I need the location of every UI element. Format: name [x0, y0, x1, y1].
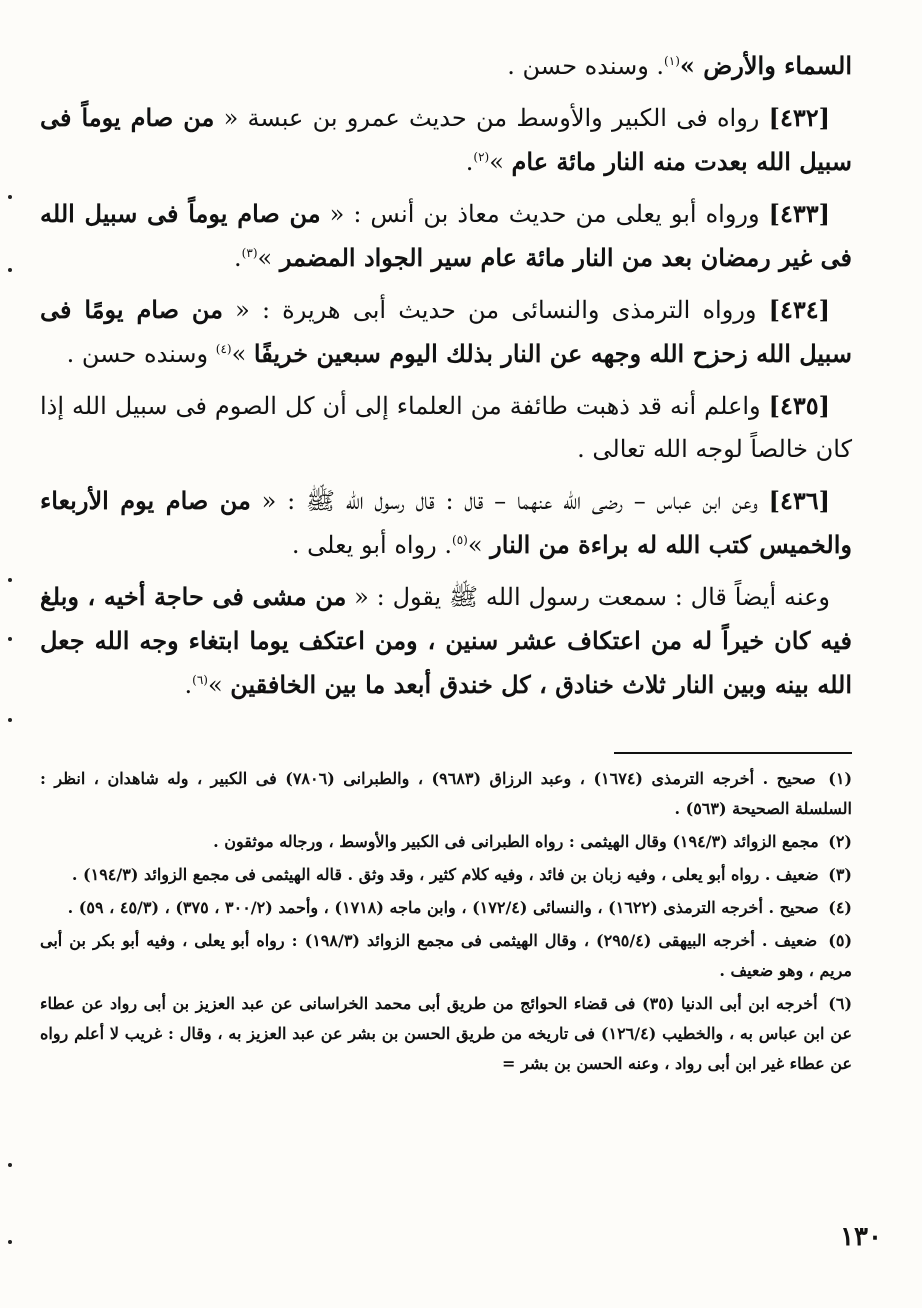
footnote-number: (٥): [828, 931, 853, 950]
footnote-6: [40, 989, 852, 1079]
bold-text: [٤٣٤]: [768, 295, 831, 324]
margin-speck: [8, 268, 12, 272]
text-run: »: [231, 340, 254, 368]
bold-text: السماء والأرض »: [679, 51, 852, 80]
bold-text: [٤٣٦]: [768, 486, 831, 515]
footnote-ref: (٣): [241, 246, 258, 260]
margin-speck: [8, 637, 12, 641]
text-run: وسنده حسن .: [66, 340, 216, 368]
footnote-number: (٤): [828, 898, 852, 917]
footnote-number: (٣): [828, 865, 852, 884]
margin-speck: [8, 718, 12, 722]
footnote-text: ضعيف . أخرجه البيهقى (٢٩٥/٤) ، وقال الهيثمى فى مجمع الزوائد (١٩٨/٣) : رواه أبو يعلى ، وفيه أبو بكر بن أبى مريم ، وهو ضعيف .: [40, 931, 852, 980]
text-run: رواه فى الكبير والأوسط من حديث عمرو بن عبسة «: [214, 104, 769, 132]
margin-speck: [8, 1163, 12, 1167]
footnote-3: [40, 860, 852, 890]
footnote-1: [40, 764, 852, 824]
footnote-number: (١): [828, 769, 853, 788]
footnote-separator: [614, 752, 852, 754]
text-run: . وسنده حسن .: [507, 52, 665, 80]
text-run: واعلم أنه قد ذهبت طائفة من العلماء إلى أن كل الصوم فى سبيل الله إذا كان خالصاً لوجه الله تعالى .: [40, 392, 852, 463]
bold-text: [٤٣٢]: [768, 103, 831, 132]
page-number: ١٣٠: [840, 1222, 882, 1252]
footnote-text: أخرجه ابن أبى الدنيا (٣٥) فى قضاء الحوائج من طريق أبى محمد الخراسانى عن عبد العزيز بن أبى رواد عن عطاء عن ابن عباس به ، والخطيب (١٢٦/٤) فى تاريخه من طريق الحسن بن بشر عن عبد العزيز به ، وقال : غريب لا أعلم رواه عن عطاء غير ابن أبى رواد ، وعنه الحسن بن بشر =: [40, 994, 852, 1073]
text-run: .: [184, 671, 193, 699]
footnote-ref: (٦): [192, 673, 208, 687]
bold-text: من صام يوماً فى سبيل الله فى غير رمضان بعد من النار مائة عام سير الجواد المضمر: [40, 199, 852, 272]
text-run: »: [257, 244, 280, 272]
footnotes: [40, 764, 852, 1082]
margin-speck: [8, 578, 12, 582]
paragraph-p432: [40, 96, 852, 184]
footnote-ref: (٢): [473, 150, 490, 164]
paragraph-p435: [40, 384, 852, 471]
footnote-ref: (٤): [215, 342, 232, 356]
footnote-5: [40, 926, 852, 986]
footnote-text: مجمع الزوائد (١٩٤/٣) وقال الهيثمى : رواه الطبرانى فى الكبير والأوسط ، ورجاله موثقون .: [213, 832, 819, 851]
margin-speck: [8, 1240, 12, 1244]
paragraph-p0: [40, 44, 852, 88]
text-run: »: [467, 531, 491, 559]
text-run: ورواه أبو يعلى من حديث معاذ بن أنس : «: [320, 200, 769, 228]
paragraph-p437: [40, 575, 852, 707]
footnote-text: صحيح . أخرجه الترمذى (١٦٢٢) ، والنسائى (١٧٢/٤) ، وابن ماجه (١٧١٨) ، وأحمد (٣٠٠/٢ ، ٣٧٥) ، (٤٥/٣ ، ٥٩) .: [67, 898, 819, 917]
footnote-number: (٦): [828, 994, 853, 1013]
footnote-ref: (٥): [452, 533, 468, 547]
paragraph-p436: [40, 479, 852, 567]
text-run: وعن ابن عباس – رضى الله عنهما – قال : قال رسول الله ﷺ : «: [250, 487, 769, 515]
footnote-text: صحيح . أخرجه الترمذى (١٦٧٤) ، وعبد الرزاق (٩٦٨٣) ، والطبرانى (٧٨٠٦) فى الكبير ، وله شاهدان ، انظر : السلسلة الصحيحة (٥٦٣) .: [40, 769, 852, 818]
text-run: وعنه أيضاً قال : سمعت رسول الله ﷺ يقول : «: [346, 583, 831, 611]
footnote-text: ضعيف . رواه أبو يعلى ، وفيه زبان بن فائد ، وفيه كلام كثير ، وقد وثق . قاله الهيثمى فى مجمع الزوائد (١٩٤/٣) .: [71, 865, 819, 884]
paragraph-p433: [40, 192, 852, 280]
bold-text: [٤٣٥]: [768, 391, 830, 420]
footnote-number: (٢): [828, 832, 852, 851]
text-run: ورواه الترمذى والنسائى من حديث أبى هريرة : «: [223, 296, 769, 324]
text-run: .: [234, 244, 242, 272]
paragraph-p434: [40, 288, 852, 376]
text-run: »: [207, 671, 231, 699]
margin-speck: [8, 195, 12, 199]
main-text: [40, 44, 852, 715]
bold-text: [٤٣٣]: [768, 199, 830, 228]
text-run: . رواه أبو يعلى .: [291, 531, 453, 559]
bold-text: من صام يوماً فى سبيل الله بعدت منه النار مائة عام: [40, 103, 852, 176]
footnote-4: [40, 893, 852, 923]
bold-text: من صام يوم الأربعاء والخميس كتب الله له براءة من النار: [40, 486, 852, 559]
bold-text: من مشى فى حاجة أخيه ، وبلغ فيه كان خيراً له من اعتكاف عشر سنين ، ومن اعتكف يوما ابتغاء وجه الله جعل الله بينه وبين النار ثلاث خنادق ، كل خندق أبعد ما بين الخافقين: [40, 582, 852, 699]
text-run: .: [465, 148, 474, 176]
footnote-2: [40, 827, 852, 857]
footnote-ref: (١): [664, 54, 680, 68]
text-run: »: [489, 148, 512, 176]
book-page: [40, 0, 852, 1308]
bold-text: من صام يومًا فى سبيل الله زحزح الله وجهه عن النار بذلك اليوم سبعين خريفًا: [40, 295, 852, 368]
